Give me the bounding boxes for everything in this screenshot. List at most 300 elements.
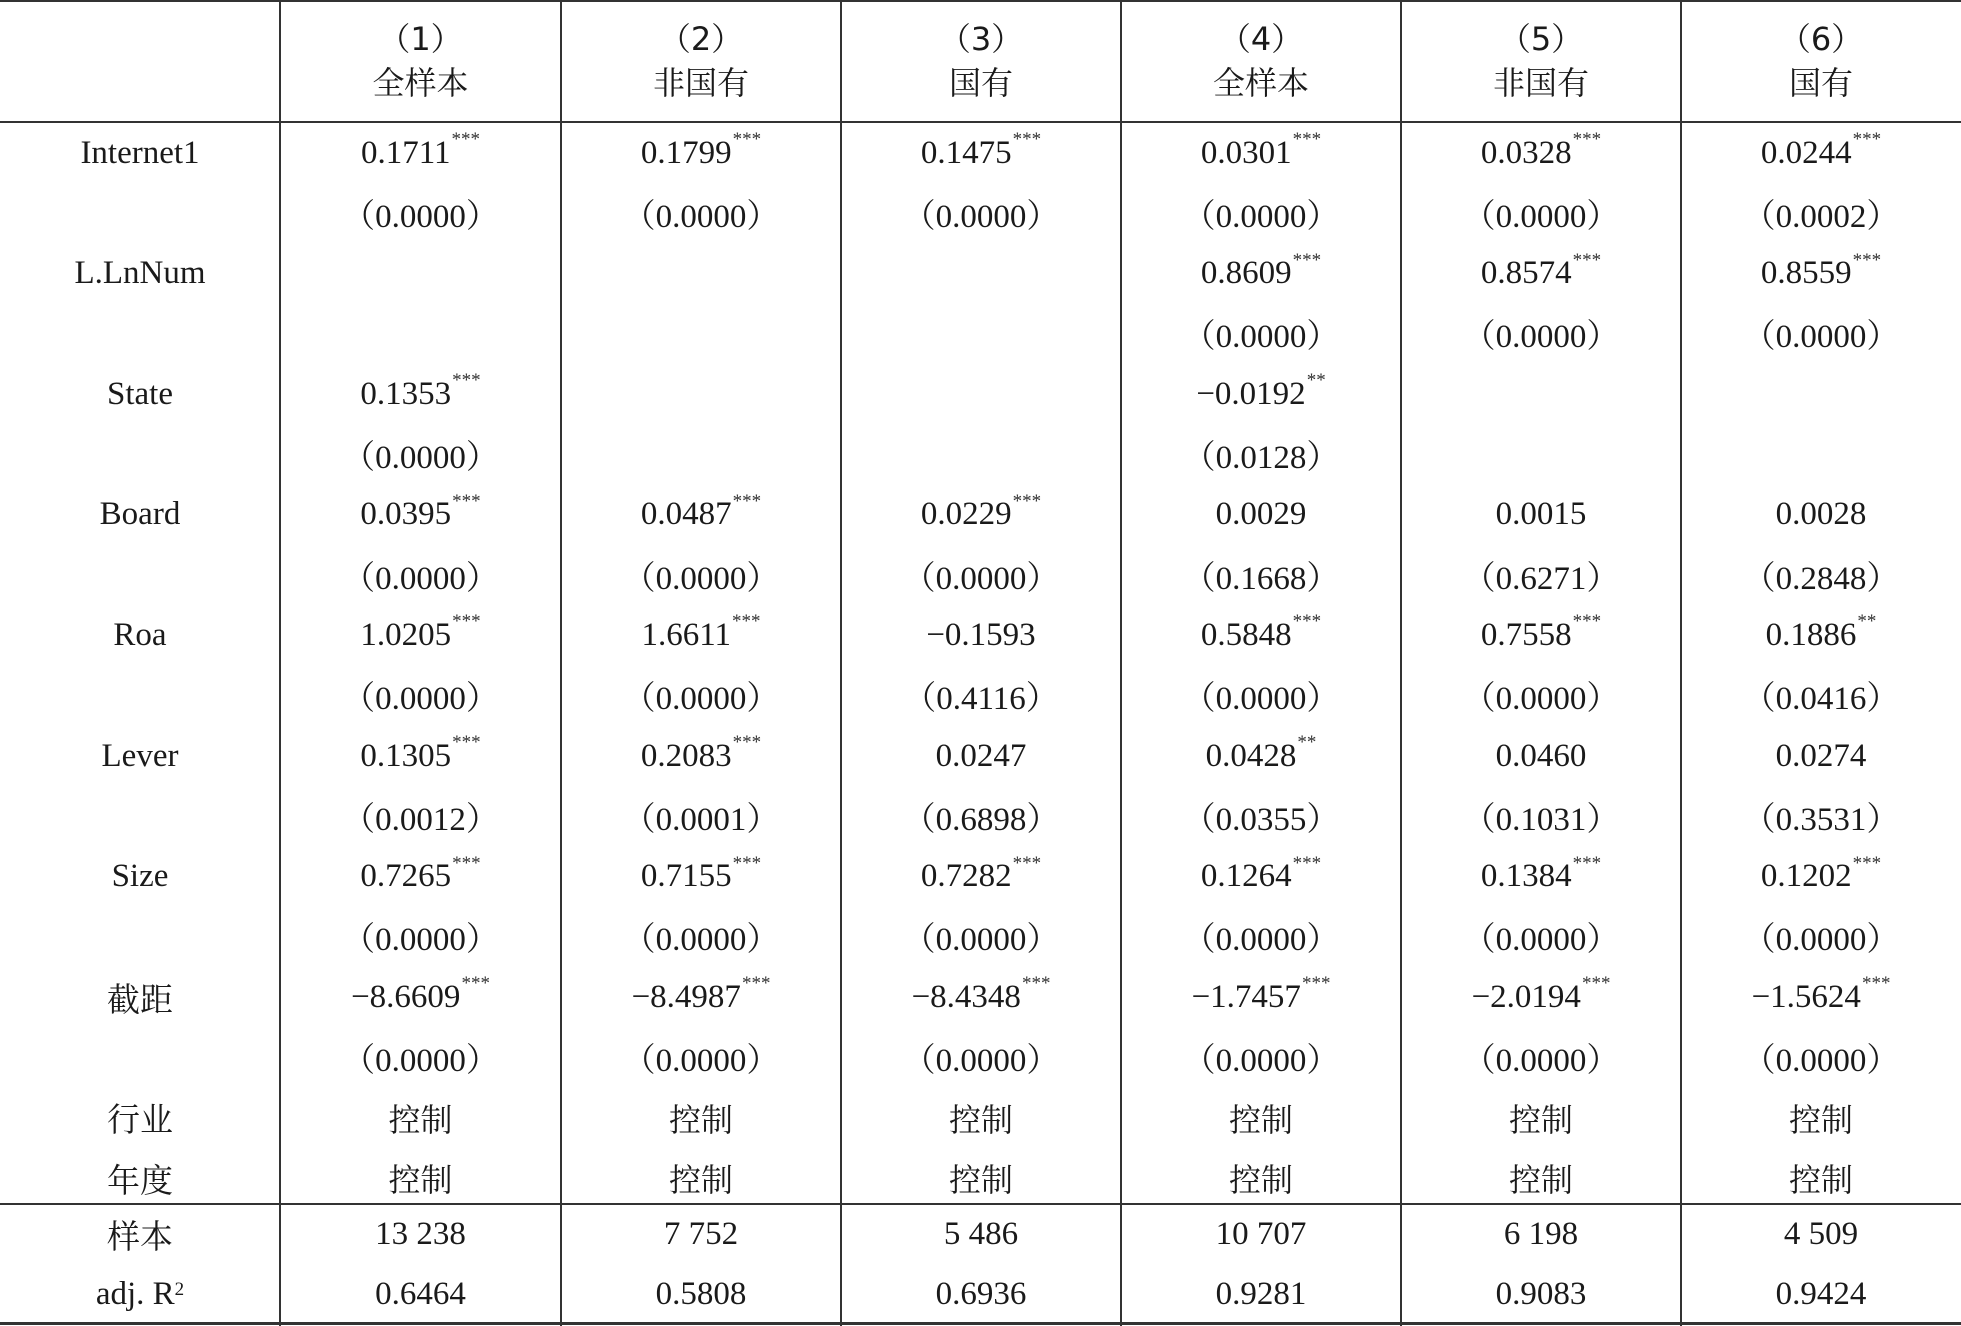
cell-value: （0.0128）: [1182, 440, 1340, 476]
cell-value: 0.7282: [920, 858, 1012, 895]
cell-value: 0.0029: [1215, 496, 1307, 533]
cell-value: 控制: [1508, 1161, 1573, 1200]
table-cell: [1681, 605, 1961, 665]
cell-value: （0.0000）: [1462, 681, 1620, 718]
table-cell: [1401, 786, 1681, 846]
table-cell: [280, 605, 561, 665]
table-cell: [1681, 726, 1961, 786]
table-cell: [1681, 183, 1961, 243]
row-label: [0, 425, 280, 485]
table-cell: [1401, 425, 1681, 485]
table-row: [0, 1088, 1961, 1148]
cell-value: （0.0000）: [622, 681, 780, 718]
table-cell: [1401, 1028, 1681, 1088]
table-cell: [1681, 1088, 1961, 1148]
cell-value: （0.0000）: [1742, 1043, 1900, 1079]
table-cell: [1681, 123, 1961, 183]
table-cell: [280, 485, 561, 545]
cell-value: 0.0301: [1200, 134, 1292, 171]
table-cell: [841, 183, 1121, 243]
table-cell: [561, 666, 841, 726]
table-cell: [1681, 545, 1961, 605]
table-cell: [841, 847, 1121, 907]
row-label: [0, 786, 280, 846]
cell-value: （0.0416）: [1742, 681, 1900, 718]
table-row: [0, 786, 1961, 846]
table-row: [0, 1148, 1961, 1208]
table-cell: [1121, 1088, 1401, 1148]
table-cell: [1681, 967, 1961, 1027]
cell-value: （0.0000）: [1462, 1043, 1620, 1079]
cell-value: （0.0000）: [622, 198, 780, 235]
cell-value: 0.7558: [1480, 616, 1572, 653]
table-cell: [561, 304, 841, 364]
cell-value: −2.0194: [1471, 978, 1581, 1015]
row-label: L.LnNum: [74, 255, 206, 292]
row-label: 行业: [107, 1100, 173, 1140]
cell-value: （0.4116）: [903, 681, 1059, 718]
table-cell: [1401, 244, 1681, 304]
table-cell: [1121, 425, 1401, 485]
table-cell: [1681, 364, 1961, 424]
cell-value: （0.0000）: [902, 198, 1060, 235]
table-cell: 0.6464: [375, 1275, 466, 1312]
cell-value: （0.0000）: [902, 560, 1060, 597]
cell-value: 1.6611: [641, 616, 732, 653]
significance-stars: ***: [732, 852, 762, 874]
significance-stars: ***: [461, 973, 490, 995]
column-label: 非国有: [1492, 64, 1589, 102]
table-cell: [1401, 183, 1681, 243]
column-number: （2）: [658, 20, 744, 58]
significance-stars: ***: [1852, 129, 1882, 150]
cell-value: （0.0000）: [342, 922, 499, 959]
significance-stars: ***: [1301, 973, 1331, 995]
table-cell: [561, 907, 841, 967]
cell-value: 控制: [668, 1161, 733, 1200]
vertical-rule: [1120, 0, 1122, 1326]
cell-value: 控制: [388, 1100, 453, 1139]
significance-stars: ***: [1292, 852, 1322, 874]
cell-value: 0.8559: [1760, 255, 1852, 292]
cell-value: 控制: [1788, 1100, 1853, 1139]
table-cell: [841, 1028, 1121, 1088]
column-label: 非国有: [652, 64, 749, 102]
row-label: [0, 1204, 280, 1264]
cell-value: （0.0002）: [1742, 198, 1900, 235]
table-cell: [1681, 425, 1961, 485]
row-label: 年度: [107, 1160, 173, 1200]
significance-stars: ***: [732, 490, 762, 512]
table-row: [0, 907, 1961, 967]
table-cell: [1121, 545, 1401, 605]
cell-value: （0.1031）: [1462, 801, 1620, 838]
table-cell: [280, 304, 561, 364]
significance-stars: ***: [1572, 611, 1602, 633]
table-cell: 0.5808: [655, 1275, 747, 1312]
table-cell: [561, 786, 841, 846]
table-cell: [280, 244, 561, 304]
table-cell: [561, 1148, 841, 1208]
table-cell: 0.9281: [1215, 1275, 1307, 1312]
table-cell: [1401, 907, 1681, 967]
table-cell: 5 486: [943, 1215, 1019, 1252]
footer-row: [0, 1204, 1961, 1264]
cell-value: （0.0000）: [1182, 1043, 1340, 1079]
table-row: [0, 244, 1961, 304]
cell-value: （0.0000）: [622, 1043, 780, 1079]
table-cell: [1121, 364, 1401, 424]
row-label: Roa: [113, 616, 167, 653]
table-cell: [1681, 847, 1961, 907]
table-cell: [280, 364, 561, 424]
table-cell: [1681, 1148, 1961, 1208]
horizontal-rule: [0, 0, 1961, 2]
significance-stars: ***: [1572, 129, 1602, 150]
table-cell: [1401, 967, 1681, 1027]
column-label: 国有: [1788, 64, 1853, 102]
table-cell: [1121, 786, 1401, 846]
significance-stars: ***: [452, 490, 481, 512]
cell-value: 0.0328: [1480, 134, 1572, 171]
cell-value: （0.1668）: [1182, 560, 1340, 597]
cell-value: 0.1264: [1200, 858, 1292, 895]
table-row: [0, 666, 1961, 726]
table-cell: [1121, 907, 1401, 967]
column-label: 国有: [948, 64, 1013, 102]
table-cell: [841, 545, 1121, 605]
table-cell: [841, 1088, 1121, 1148]
table-cell: [561, 726, 841, 786]
row-label: [0, 666, 280, 726]
significance-stars: ***: [1572, 852, 1602, 874]
row-label: [0, 1264, 280, 1324]
cell-value: −8.4348: [911, 978, 1021, 1015]
cell-value: 0.0247: [935, 737, 1027, 774]
cell-value: 0.0460: [1495, 737, 1587, 774]
cell-value: 0.8574: [1480, 255, 1572, 292]
cell-value: 0.0428: [1205, 737, 1297, 774]
table-row: [0, 485, 1961, 545]
column-label: 全样本: [1212, 64, 1309, 102]
table-cell: [280, 666, 561, 726]
column-header: [1401, 0, 1681, 122]
table-cell: [280, 907, 561, 967]
cell-value: （0.0355）: [1182, 801, 1340, 838]
significance-stars: ***: [741, 973, 771, 995]
column-number: （1）: [378, 20, 463, 58]
table-cell: [841, 244, 1121, 304]
table-cell: 0.9424: [1775, 1275, 1867, 1312]
cell-value: （0.0000）: [342, 681, 499, 718]
table-cell: [1121, 666, 1401, 726]
table-row: [0, 123, 1961, 183]
table-cell: [280, 847, 561, 907]
table-row: [0, 364, 1961, 424]
table-cell: [280, 1148, 561, 1208]
table-cell: [280, 1028, 561, 1088]
cell-value: （0.6271）: [1462, 560, 1620, 597]
cell-value: 0.0487: [640, 496, 732, 533]
cell-value: 0.0229: [920, 496, 1012, 533]
cell-value: （0.0000）: [1462, 198, 1620, 235]
table-cell: [1401, 666, 1681, 726]
row-label: [0, 183, 280, 243]
horizontal-rule: [0, 1322, 1961, 1325]
table-cell: [561, 1028, 841, 1088]
cell-value: 0.7265: [360, 858, 452, 895]
table-cell: [561, 967, 841, 1027]
cell-value: 0.1305: [360, 737, 452, 774]
cell-value: 0.0274: [1775, 737, 1867, 774]
cell-value: 0.1353: [360, 375, 452, 412]
cell-value: （0.0000）: [342, 560, 499, 597]
table-cell: 10 707: [1215, 1215, 1307, 1252]
significance-stars: **: [1857, 611, 1877, 633]
table-row: [0, 304, 1961, 364]
significance-stars: ***: [1572, 249, 1602, 271]
column-number: （5）: [1498, 20, 1584, 58]
cell-value: （0.0000）: [1462, 922, 1620, 959]
significance-stars: ***: [451, 129, 481, 150]
table-cell: 0.6936: [935, 1275, 1027, 1312]
table-cell: [280, 123, 561, 183]
cell-value: 控制: [388, 1161, 453, 1200]
column-header: [1121, 0, 1401, 122]
column-header: [280, 0, 561, 122]
significance-stars: ***: [1292, 611, 1322, 633]
column-number: （6）: [1778, 20, 1864, 58]
table-cell: [1121, 183, 1401, 243]
vertical-rule: [1400, 0, 1402, 1326]
row-label: [0, 907, 280, 967]
table-cell: 0.9083: [1495, 1275, 1587, 1312]
table-cell: [280, 967, 561, 1027]
table-cell: [561, 847, 841, 907]
cell-value: （0.0000）: [1742, 319, 1900, 356]
cell-value: −8.6609: [351, 978, 461, 1015]
significance-stars: ***: [732, 129, 762, 150]
cell-value: （0.0000）: [1462, 319, 1620, 356]
cell-value: −0.0192: [1196, 375, 1306, 412]
horizontal-rule: [0, 1203, 1961, 1205]
table-cell: [1121, 1148, 1401, 1208]
table-cell: 4 509: [1783, 1215, 1859, 1252]
row-label: Board: [99, 496, 181, 533]
table-cell: [1401, 123, 1681, 183]
table-row: [0, 847, 1961, 907]
significance-stars: ***: [1012, 129, 1042, 150]
column-number: （3）: [938, 20, 1024, 58]
vertical-rule: [279, 0, 281, 1326]
cell-value: 控制: [948, 1161, 1013, 1200]
superscript: 2: [174, 1279, 185, 1301]
table-row: [0, 1028, 1961, 1088]
cell-value: （0.0001）: [622, 801, 780, 838]
row-label-text: adj. R: [95, 1275, 175, 1312]
column-header: [1681, 0, 1961, 122]
table-cell: [841, 726, 1121, 786]
cell-value: 控制: [668, 1100, 733, 1139]
cell-value: （0.3531）: [1742, 801, 1900, 838]
column-header: [841, 0, 1121, 122]
cell-value: （0.0000）: [342, 198, 499, 235]
row-label-text: 样本: [107, 1216, 173, 1256]
table-cell: [280, 1088, 561, 1148]
cell-value: −1.5624: [1751, 978, 1861, 1015]
table-cell: [841, 364, 1121, 424]
table-cell: [841, 304, 1121, 364]
row-label: [0, 545, 280, 605]
table-cell: [561, 123, 841, 183]
table-cell: [1121, 726, 1401, 786]
significance-stars: ***: [1581, 973, 1611, 995]
table-cell: [561, 364, 841, 424]
significance-stars: **: [1306, 370, 1326, 392]
table-row: [0, 967, 1961, 1027]
cell-value: （0.0000）: [1182, 922, 1340, 959]
table-cell: [1681, 786, 1961, 846]
table-cell: [561, 485, 841, 545]
table-cell: [841, 786, 1121, 846]
significance-stars: ***: [1292, 129, 1322, 150]
row-label: Lever: [101, 737, 179, 774]
vertical-rule: [840, 0, 842, 1326]
vertical-rule: [560, 0, 562, 1326]
significance-stars: ***: [1021, 973, 1051, 995]
vertical-rule: [1680, 0, 1682, 1326]
table-row: [0, 425, 1961, 485]
table-cell: [841, 967, 1121, 1027]
cell-value: （0.0000）: [1182, 681, 1340, 718]
cell-value: −0.1593: [926, 616, 1036, 653]
table-cell: [841, 666, 1121, 726]
table-cell: [841, 485, 1121, 545]
table-cell: [841, 1148, 1121, 1208]
cell-value: （0.0000）: [622, 560, 780, 597]
table-cell: [1121, 123, 1401, 183]
table-cell: [1121, 1028, 1401, 1088]
cell-value: 0.1475: [920, 134, 1012, 171]
table-cell: 7 752: [663, 1215, 739, 1252]
cell-value: 0.1799: [640, 134, 732, 171]
cell-value: （0.0000）: [342, 1043, 499, 1079]
table-cell: [280, 726, 561, 786]
table-cell: [1401, 605, 1681, 665]
cell-value: 0.1202: [1760, 858, 1852, 895]
table-cell: [1121, 847, 1401, 907]
cell-value: 0.0015: [1495, 496, 1587, 533]
cell-value: （0.0000）: [902, 922, 1060, 959]
significance-stars: ***: [452, 852, 481, 874]
cell-value: （0.0000）: [622, 922, 780, 959]
cell-value: （0.2848）: [1742, 560, 1900, 597]
cell-value: 0.0395: [360, 496, 452, 533]
table-cell: [1121, 304, 1401, 364]
cell-value: （0.0000）: [1182, 198, 1340, 235]
table-header-row: [0, 0, 1961, 122]
table-cell: [1401, 847, 1681, 907]
cell-value: 控制: [1508, 1100, 1573, 1139]
significance-stars: ***: [1012, 490, 1042, 512]
table-cell: [1121, 605, 1401, 665]
table-cell: [841, 907, 1121, 967]
column-header: [561, 0, 841, 122]
cell-value: 0.0244: [1760, 134, 1852, 171]
table-cell: [561, 1088, 841, 1148]
significance-stars: ***: [732, 611, 761, 633]
cell-value: 1.0205: [360, 616, 452, 653]
table-cell: [1681, 666, 1961, 726]
row-label: [0, 1028, 280, 1088]
footer-row: [0, 1264, 1961, 1324]
table-cell: [561, 425, 841, 485]
row-label: 截距: [107, 979, 173, 1019]
significance-stars: ***: [1852, 249, 1882, 271]
table-cell: [1681, 304, 1961, 364]
table-cell: [561, 183, 841, 243]
table-cell: [1401, 485, 1681, 545]
significance-stars: ***: [1012, 852, 1042, 874]
table-row: [0, 183, 1961, 243]
significance-stars: **: [1297, 732, 1317, 753]
cell-value: −1.7457: [1191, 978, 1301, 1015]
table-cell: [1401, 1148, 1681, 1208]
table-cell: [841, 605, 1121, 665]
table-cell: [280, 183, 561, 243]
cell-value: （0.0012）: [342, 801, 499, 838]
table-cell: [561, 605, 841, 665]
table-cell: [561, 545, 841, 605]
cell-value: 控制: [1788, 1161, 1853, 1200]
cell-value: 控制: [1228, 1100, 1293, 1139]
column-label: 全样本: [372, 64, 469, 102]
table-cell: [1401, 545, 1681, 605]
cell-value: （0.0000）: [1742, 922, 1900, 959]
table-cell: [1681, 1028, 1961, 1088]
cell-value: 控制: [948, 1100, 1013, 1139]
row-label: Size: [111, 858, 169, 895]
table-cell: 13 238: [375, 1215, 466, 1252]
cell-value: −8.4987: [631, 978, 741, 1015]
table-cell: [280, 786, 561, 846]
cell-value: 0.1711: [360, 134, 451, 171]
cell-value: 0.1384: [1480, 858, 1572, 895]
table-cell: [1401, 1088, 1681, 1148]
cell-value: 0.5848: [1200, 616, 1292, 653]
table-row: [0, 605, 1961, 665]
significance-stars: ***: [732, 732, 762, 753]
cell-value: （0.0000）: [342, 440, 499, 476]
table-cell: [280, 425, 561, 485]
significance-stars: ***: [1852, 852, 1882, 874]
table-cell: [1121, 485, 1401, 545]
cell-value: （0.6898）: [902, 801, 1060, 838]
table-cell: [841, 425, 1121, 485]
table-cell: 6 198: [1503, 1215, 1579, 1252]
row-label: Internet1: [80, 134, 200, 171]
table-cell: [561, 244, 841, 304]
cell-value: 控制: [1228, 1161, 1293, 1200]
table-row: [0, 726, 1961, 786]
horizontal-rule: [0, 121, 1961, 123]
table-cell: [1121, 244, 1401, 304]
table-cell: [1401, 304, 1681, 364]
table-cell: [1681, 907, 1961, 967]
significance-stars: ***: [452, 611, 481, 633]
table-cell: [280, 545, 561, 605]
table-row: [0, 545, 1961, 605]
